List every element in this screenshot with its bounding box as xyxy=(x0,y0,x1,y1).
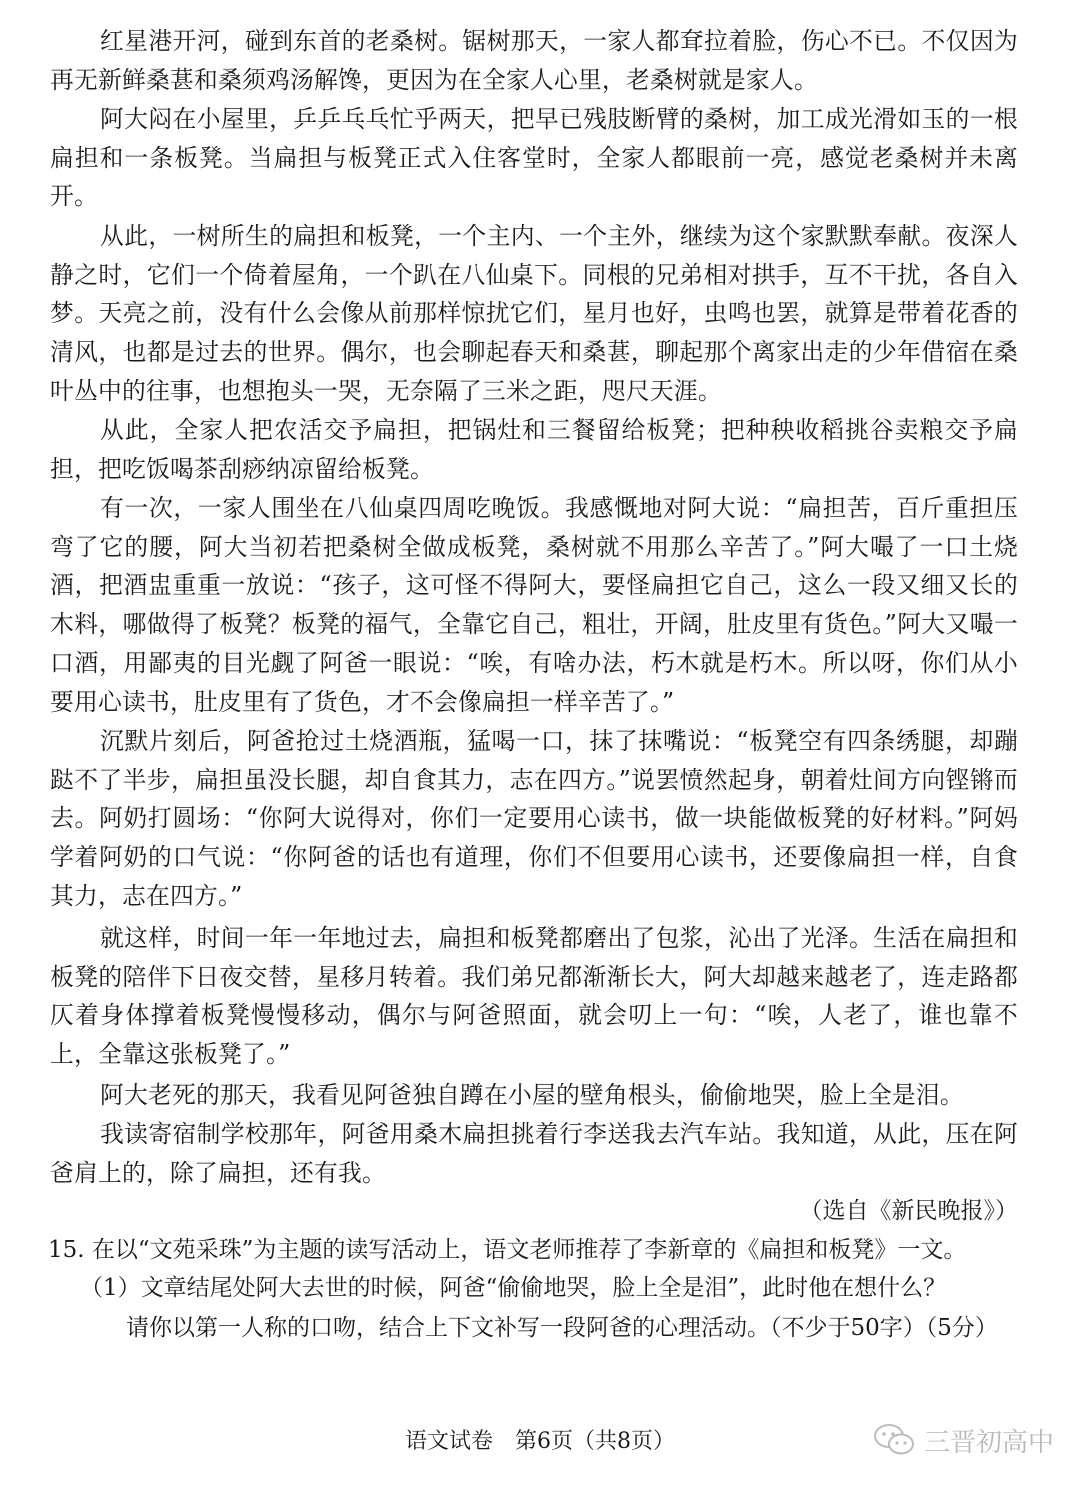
question-15-part-1-instruction: 请你以第一人称的口吻，结合上下文补写一段阿爸的心理活动。（不少于50字）（5分） xyxy=(126,1315,998,1341)
question-15-part-1: （1）文章结尾处阿大去世的时候，阿爸“偷偷地哭，脸上全是泪”，此时他在想什么？ xyxy=(80,1275,947,1301)
page-footer: 语文试卷 第6页（共8页） xyxy=(405,1429,675,1454)
passage-paragraph-7: 就这样，时间一年一年地过去，扁担和板凳都磨出了包浆，沁出了光泽。生活在扁担和板凳的陪伴下日夜交替，星移月转着。我们弟兄都渐渐长大，阿大却越来越老了，连走路都仄着身体撑着板凳慢慢移动，偶尔与阿爸照面，就会叨上一句：“唉，人老了，谁也靠不上，全靠这张板凳了。” xyxy=(50,924,1018,1069)
passage-paragraph-4: 从此，全家人把农活交予扁担，把锅灶和三餐留给板凳；把种秧收稻挑谷卖粮交予扁担，把吃饭喝茶刮痧纳凉留给板凳。 xyxy=(50,416,1018,483)
question-15: 15. 在以“文苑采珠”为主题的读写活动上，语文老师推荐了李新章的《扁担和板凳》一文。 xyxy=(48,1237,967,1263)
passage-paragraph-1: 红星港开河，碰到东首的老桑树。锯树那天，一家人都耷拉着脸，伤心不已。不仅因为再无新鲜桑葚和桑须鸡汤解馋，更因为在全家人心里，老桑树就是家人。 xyxy=(50,27,1018,94)
passage-paragraph-9: 我读寄宿制学校那年，阿爸用桑木扁担挑着行李送我去汽车站。我知道，从此，压在阿爸肩上的，除了扁担，还有我。 xyxy=(50,1120,1018,1187)
passage-paragraph-5: 有一次，一家人围坐在八仙桌四周吃晚饭。我感慨地对阿大说：“扁担苦，百斤重担压弯了它的腰，阿大当初若把桑树全做成板凳，桑树就不用那么辛苦了。”阿大嘬了一口土烧酒，把酒盅重重一放说：“孩子，这可怪不得阿大，要怪扁担它自己，这么一段又细又长的木料，哪做得了板凳？板凳的福气，全靠它自己，粗壮，开阔，肚皮里有货色。”阿大又嘬一口酒，用鄙夷的目光觑了阿爸一眼说：“唉，有啥办法，朽木就是朽木。所以呀，你们从小要用心读书，肚皮里有了货色，才不会像扁担一样辛苦了。” xyxy=(50,494,1018,716)
watermark-text: 三晋初高中 xyxy=(923,1427,1054,1458)
watermark xyxy=(872,1418,1054,1462)
passage-paragraph-3: 从此，一树所生的扁担和板凳，一个主内、一个主外，继续为这个家默默奉献。夜深人静之时，它们一个倚着屋角，一个趴在八仙桌下。同根的兄弟相对拱手，互不干扰，各自入梦。天亮之前，没有什么会像从前那样惊扰它们，星月也好，虫鸣也罢，就算是带着花香的清风，也都是过去的世界。偶尔，也会聊起春天和桑葚，聊起那个离家出走的少年借宿在桑叶丛中的往事，也想抱头一哭，无奈隔了三米之距，咫尺天涯。 xyxy=(50,222,1018,405)
wechat-icon xyxy=(872,1422,916,1458)
passage-paragraph-8: 阿大老死的那天，我看见阿爸独自蹲在小屋的壁角根头，偷偷地哭，脸上全是泪。 xyxy=(100,1081,964,1109)
passage-paragraph-2: 阿大闷在小屋里，乒乒乓乓忙乎两天，把早已残肢断臂的桑树，加工成光滑如玉的一根扁担和一条板凳。当扁担与板凳正式入住客堂时，全家人都眼前一亮，感觉老桑树并未离开。 xyxy=(50,105,1018,211)
source-citation: （选自《新民晚报》） xyxy=(799,1198,1018,1224)
passage-paragraph-6: 沉默片刻后，阿爸抢过土烧酒瓶，猛喝一口，抹了抹嘴说：“板凳空有四条绣腿，却蹦跶不了半步，扁担虽没长腿，却自食其力，志在四方。”说罢愤然起身，朝着灶间方向铿锵而去。阿奶打圆场：“你阿大说得对，你们一定要用心读书，做一块能做板凳的好材料。”阿妈学着阿奶的口气说：“你阿爸的话也有道理，你们不但要用心读书，还要像扁担一样，自食其力，志在四方。” xyxy=(50,727,1018,910)
